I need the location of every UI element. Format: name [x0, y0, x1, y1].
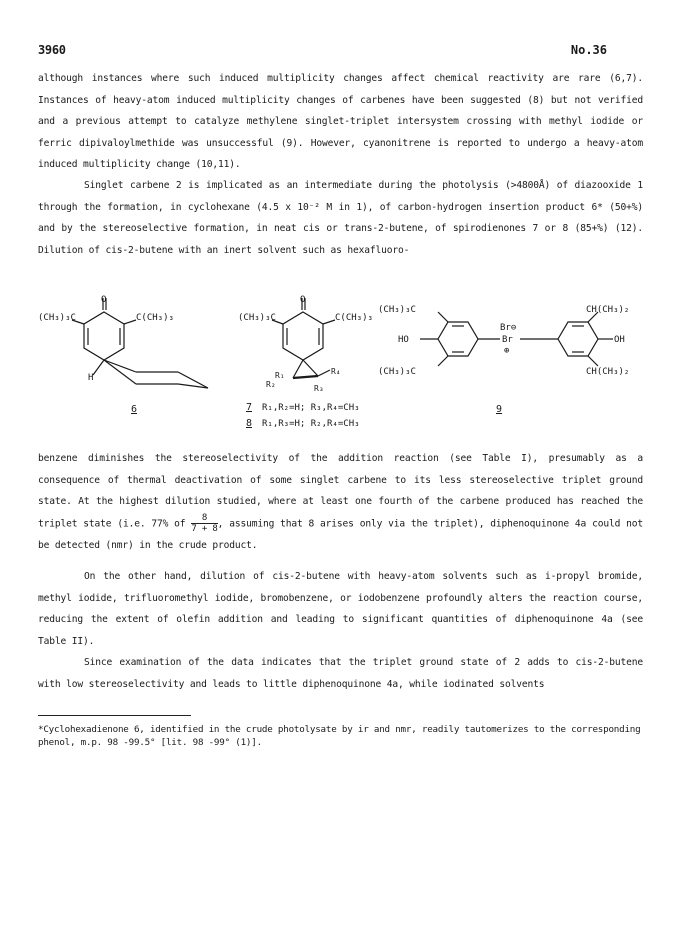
- hydrogen-label-6: H: [88, 373, 94, 383]
- tert-butyl-left-78: (CH₃)₃C: [238, 313, 276, 323]
- tert-butyl-right-78: C(CH₃)₃: [335, 313, 373, 323]
- compound-label-9: 9: [496, 404, 503, 415]
- compound-label-8: 8: [246, 418, 253, 429]
- positive-charge: ⊕: [504, 346, 510, 356]
- tert-butyl-left-6: (CH₃)₃C: [38, 313, 76, 323]
- isopropyl-top-9: CH(CH₃)₂: [586, 305, 630, 315]
- structure-7-8: [272, 298, 335, 378]
- paragraph-dilution-text-a: benzene diminishes the stereoselectivity of the addition reaction (see Table I), presumably as a consequence of thermal deactivation of some singlet carbene to its less stereoselective triplet ground state. At the highest dilution studied, where at least one fourth of the carbene produced has reached the triplet state (i.e. 77% of: [38, 453, 643, 530]
- r2-label: R₂: [266, 380, 276, 389]
- fraction-denominator: 7 + 8: [191, 523, 218, 534]
- compound-8-substituents: R₁,R₃=H; R₂,R₄=CH₃: [262, 419, 360, 429]
- footnote: *Cyclohexadienone 6, identified in the crude photolysate by ir and nmr, readily tautomerizes to the corresponding phenol, m.p. 98 -99.5° [lit. 98 -99° (1)].: [38, 724, 641, 748]
- compound-label-7: 7: [246, 402, 253, 413]
- bromonium-center: Br: [502, 335, 513, 345]
- fraction-numerator: 8: [191, 513, 217, 524]
- tert-butyl-right-6: C(CH₃)₃: [136, 313, 174, 323]
- chemical-structures-figure: [38, 290, 643, 440]
- compound-7-substituents: R₁,R₂=H; R₃,R₄=CH₃: [262, 403, 360, 413]
- r3-label: R₃: [314, 384, 324, 393]
- paragraph-singlet-carbene: Singlet carbene 2 is implicated as an intermediate during the photolysis (>4800Å) of diazooxide 1 through the formation, in cyclohexane (4.5 x 10⁻² M in 1), of carbon-hydrogen insertion product 6* (50+%) and by the stereoselective formation, in neat cis or trans-2-butene, of spirodienones 7 or 8 (85+%) (12). Dilution of cis-2-butene with an inert solvent such as hexafluoro-: [38, 180, 643, 256]
- tert-butyl-top-9: (CH₃)₃C: [378, 305, 416, 315]
- r4-label: R₄: [331, 367, 341, 376]
- isopropyl-bottom-9: CH(CH₃)₂: [586, 367, 630, 377]
- compound-label-6: 6: [131, 404, 138, 415]
- paragraph-continued: although instances where such induced multiplicity changes affect chemical reactivity are rare (6,7). Instances of heavy-atom induced multiplicity changes of carbenes have been suggested (8) but not verified and a previous attempt to catalyze methylene singlet-triplet intersystem crossing with methyl iodide or ferric dipivaloylmethide was unsuccessful (9). However, cyanonitrene is reported to undergo a heavy-atom induced multiplicity change (10,11).: [38, 73, 643, 171]
- carbonyl-oxygen-6: O: [101, 295, 107, 305]
- paragraph-heavy-atom: On the other hand, dilution of cis-2-butene with heavy-atom solvents such as i-propyl bromide, methyl iodide, trifluoromethyl iodide, bromobenzene, or iodobenzene profoundly alters the reaction course, reducing the extent of olefin addition and leading to significant quantities of diphenoquinone 4a (see Table II).: [38, 571, 643, 647]
- bromide-anion: Br⊖: [500, 323, 517, 333]
- hydroxyl-left-9: HO: [398, 335, 409, 345]
- issue-number: No.36: [570, 43, 607, 57]
- tert-butyl-bottom-9: (CH₃)₃C: [378, 367, 416, 377]
- structure-9: [420, 312, 613, 366]
- page-number: 3960: [38, 43, 66, 57]
- paragraph-dilution: [38, 448, 643, 556]
- paragraph-examination: Since examination of the data indicates that the triplet ground state of 2 adds to cis-2-butene with low stereoselectivity and leads to little diphenoquinone 4a, while iodinated solvents: [38, 657, 643, 690]
- r1-label: R₁: [275, 371, 285, 380]
- hydroxyl-right-9: OH: [614, 335, 625, 345]
- ratio-fraction: [191, 513, 217, 534]
- footnote-rule: [38, 715, 191, 716]
- carbonyl-oxygen-78: O: [300, 295, 306, 305]
- paragraph-dilution-text-b: , assuming that 8 arises only via the triplet), diphenoquinone 4a could not be detected (nmr) in the crude product.: [38, 518, 643, 551]
